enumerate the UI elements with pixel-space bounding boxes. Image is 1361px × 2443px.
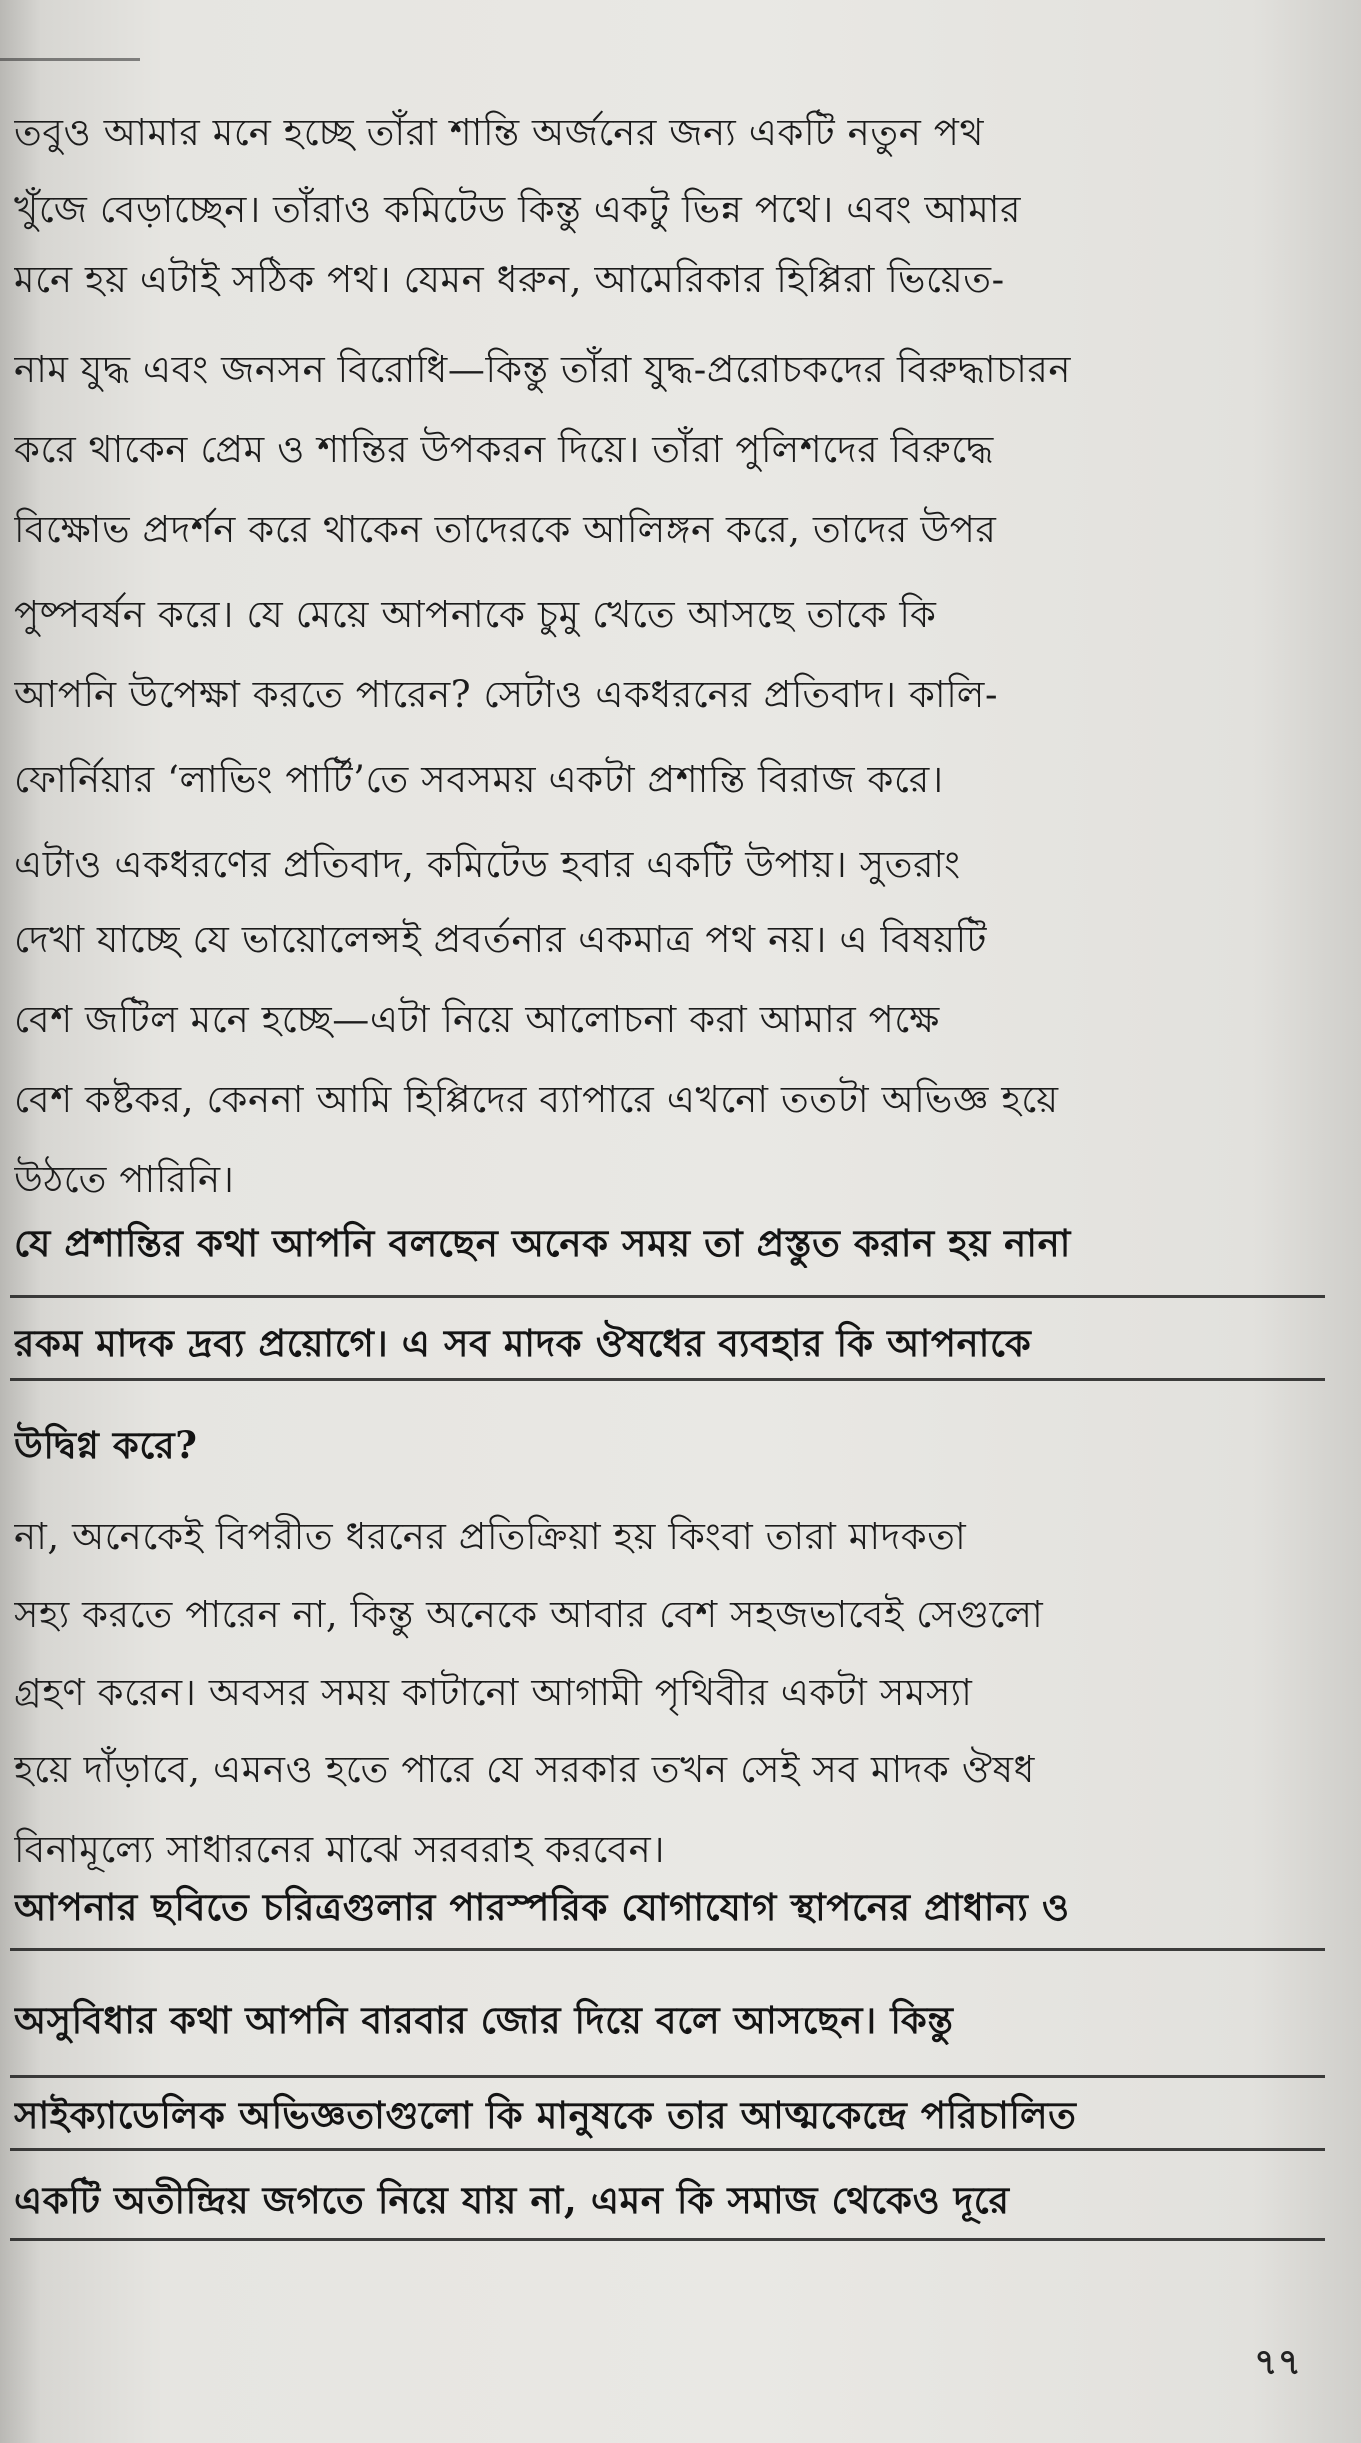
page-number: ৭৭ [1254, 2341, 1301, 2383]
question-underline [10, 1948, 1325, 1951]
text-line-11: দেখা যাচ্ছে যে ভায়োলেন্সই প্রবর্তনার একমাত্র পথ নয়। এ বিষয়টি [14, 918, 987, 961]
question-underline [10, 1378, 1325, 1381]
text-line-13: বেশ কষ্টকর, কেননা আমি হিপ্পিদের ব্যাপারে এখনো ততটা অভিজ্ঞ হয়ে [14, 1078, 1059, 1121]
top-rule [0, 58, 140, 61]
text-line-16: সহ্য করতে পারেন না, কিন্তু অনেকে আবার বেশ সহজভাবেই সেগুলো [14, 1593, 1044, 1636]
text-line-5: করে থাকেন প্রেম ও শান্তির উপকরন দিয়ে। তাঁরা পুলিশদের বিরুদ্ধে [14, 428, 994, 471]
question-line-5: অসুবিধার কথা আপনি বারবার জোর দিয়ে বলে আসছেন। কিন্তু [14, 1998, 954, 2042]
question-line-2: রকম মাদক দ্রব্য প্রয়োগে। এ সব মাদক ঔষধের ব্যবহার কি আপনাকে [14, 1321, 1032, 1365]
text-line-2: খুঁজে বেড়াচ্ছেন। তাঁরাও কমিটেড কিন্তু একটু ভিন্ন পথে। এবং আমার [14, 188, 1022, 231]
text-line-3: মনে হয় এটাই সঠিক পথ। যেমন ধরুন, আমেরিকার হিপ্পিরা ভিয়েত- [14, 258, 1005, 301]
question-line-6: সাইক্যাডেলিক অভিজ্ঞতাগুলো কি মানুষকে তার আত্মকেন্দ্রে পরিচালিত [14, 2093, 1077, 2137]
question-line-3: উদ্বিগ্ন করে? [14, 1423, 198, 1467]
question-underline [10, 1295, 1325, 1298]
text-line-17: গ্রহণ করেন। অবসর সময় কাটানো আগামী পৃথিবীর একটা সমস্যা [14, 1671, 973, 1714]
text-line-19: বিনামূল্যে সাধারনের মাঝে সরবরাহ করবেন। [14, 1828, 666, 1871]
text-line-9: ফোর্নিয়ার ‘লাভিং পার্টি’তে সবসময় একটা প্রশান্তি বিরাজ করে। [14, 758, 944, 801]
question-underline [10, 2148, 1325, 2151]
question-underline [10, 2075, 1325, 2078]
question-underline [10, 2238, 1325, 2241]
text-line-1: তবুও আমার মনে হচ্ছে তাঁরা শান্তি অর্জনের জন্য একটি নতুন পথ [14, 111, 985, 154]
question-line-1: যে প্রশান্তির কথা আপনি বলছেন অনেক সময় তা প্রস্তুত করান হয় নানা [14, 1221, 1072, 1265]
text-line-7: পুষ্পবর্ষন করে। যে মেয়ে আপনাকে চুমু খেতে আসছে তাকে কি [14, 593, 937, 636]
text-line-6: বিক্ষোভ প্রদর্শন করে থাকেন তাদেরকে আলিঙ্গন করে, তাদের উপর [14, 508, 997, 551]
text-line-15: না, অনেকেই বিপরীত ধরনের প্রতিক্রিয়া হয় কিংবা তারা মাদকতা [14, 1515, 967, 1558]
text-line-4: নাম যুদ্ধ এবং জনসন বিরোধি—কিন্তু তাঁরা যুদ্ধ-প্ররোচকদের বিরুদ্ধাচারন [14, 348, 1072, 391]
text-line-10: এটাও একধরণের প্রতিবাদ, কমিটেড হবার একটি উপায়। সুতরাং [14, 843, 961, 886]
question-line-4: আপনার ছবিতে চরিত্রগুলার পারস্পরিক যোগাযোগ স্থাপনের প্রাধান্য ও [14, 1885, 1070, 1929]
question-line-7: একটি অতীন্দ্রিয় জগতে নিয়ে যায় না, এমন কি সমাজ থেকেও দূরে [14, 2178, 1010, 2222]
text-line-14: উঠতে পারিনি। [14, 1158, 235, 1201]
text-line-8: আপনি উপেক্ষা করতে পারেন? সেটাও একধরনের প্রতিবাদ। কালি- [14, 673, 999, 716]
text-line-12: বেশ জটিল মনে হচ্ছে—এটা নিয়ে আলোচনা করা আমার পক্ষে [14, 998, 940, 1041]
text-line-18: হয়ে দাঁড়াবে, এমনও হতে পারে যে সরকার তখন সেই সব মাদক ঔষধ [14, 1748, 1036, 1791]
